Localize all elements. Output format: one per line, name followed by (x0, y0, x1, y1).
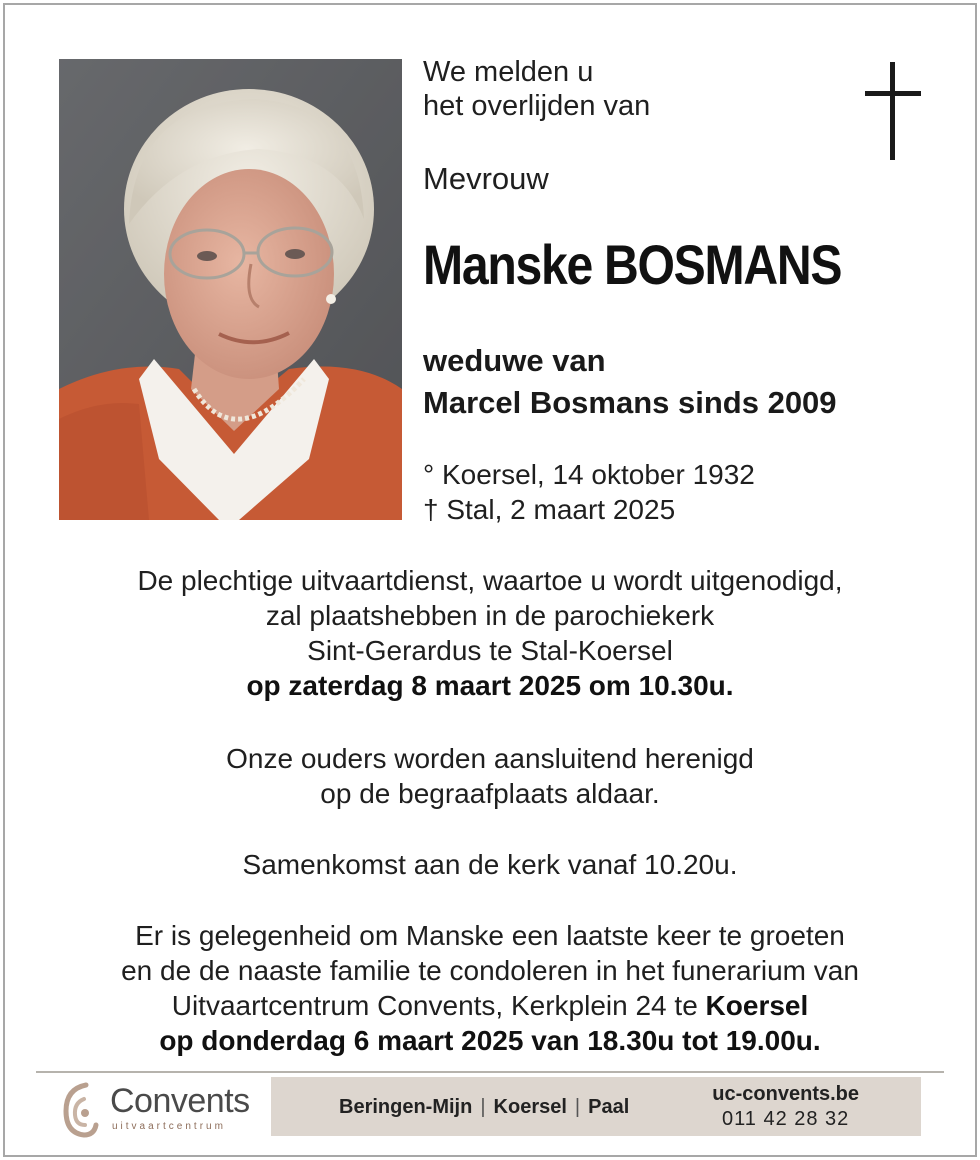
burial-line-2: op de begraafplaats aldaar. (320, 778, 660, 809)
location-separator: | (574, 1096, 581, 1118)
visitation-place: Koersel (705, 990, 809, 1021)
location-list (339, 1094, 629, 1120)
death-date: † Stal, 2 maart 2025 (423, 494, 676, 525)
birth-date: ° Koersel, 14 oktober 1932 (423, 459, 755, 490)
widow-line-1: weduwe van (423, 343, 606, 378)
visitation-line-1: Er is gelegenheid om Manske een laatste keer te groeten (135, 920, 845, 951)
service-datetime (40, 668, 940, 703)
footer-bar (271, 1077, 921, 1136)
service-line-3: Sint-Gerardus te Stal-Koersel (307, 635, 673, 666)
gathering-paragraph (40, 847, 940, 882)
logo-mark-icon (58, 1079, 100, 1139)
location-koersel: Koersel (493, 1096, 567, 1118)
visitation-datetime (40, 1023, 940, 1058)
widow-line-2: Marcel Bosmans sinds 2009 (423, 385, 837, 420)
visitation-line-2: en de de naaste familie te condoleren in het funerarium van (121, 955, 859, 986)
intro-line-2: het overlijden van (423, 90, 651, 122)
intro-text (423, 55, 650, 123)
location-beringen-mijn: Beringen-Mijn (339, 1096, 473, 1118)
portrait-photo (59, 59, 402, 520)
visitation-datetime-text: op donderdag 6 maart 2025 van 18.30u tot 19.00u. (159, 1025, 821, 1056)
deceased-name: Manske BOSMANS (423, 233, 842, 296)
cross-icon (862, 62, 924, 160)
location-separator: | (480, 1096, 486, 1118)
service-line-1: De plechtige uitvaartdienst, waartoe u wordt uitgenodigd, (137, 565, 843, 596)
service-datetime-text: op zaterdag 8 maart 2025 om 10.30u. (246, 670, 734, 701)
life-dates (423, 457, 755, 527)
visitation-line-3 (40, 988, 940, 1023)
burial-paragraph (40, 741, 940, 811)
location-paal: Paal (588, 1096, 630, 1118)
visitation-paragraph (40, 918, 940, 1058)
phone-number: 011 42 28 32 (722, 1108, 850, 1130)
burial-line-1: Onze ouders worden aansluitend herenigd (226, 743, 754, 774)
funeral-service-paragraph (40, 563, 940, 703)
title-prefix: Mevrouw (423, 161, 549, 196)
contact-info (712, 1082, 859, 1132)
convents-logo (58, 1079, 263, 1139)
visitation-address: Uitvaartcentrum Convents, Kerkplein 24 te (171, 990, 706, 1021)
portrait-illustration (59, 59, 402, 520)
logo-name: Convents (110, 1082, 250, 1120)
widow-text (423, 340, 837, 424)
website-link[interactable]: uc-convents.be (712, 1083, 859, 1105)
intro-line-1: We melden u (423, 56, 594, 88)
footer-divider (36, 1071, 944, 1073)
service-line-2: zal plaatshebben in de parochiekerk (265, 600, 715, 631)
logo-subtitle: uitvaartcentrum (112, 1121, 226, 1132)
gathering-line-1: Samenkomst aan de kerk vanaf 10.20u. (242, 849, 738, 880)
